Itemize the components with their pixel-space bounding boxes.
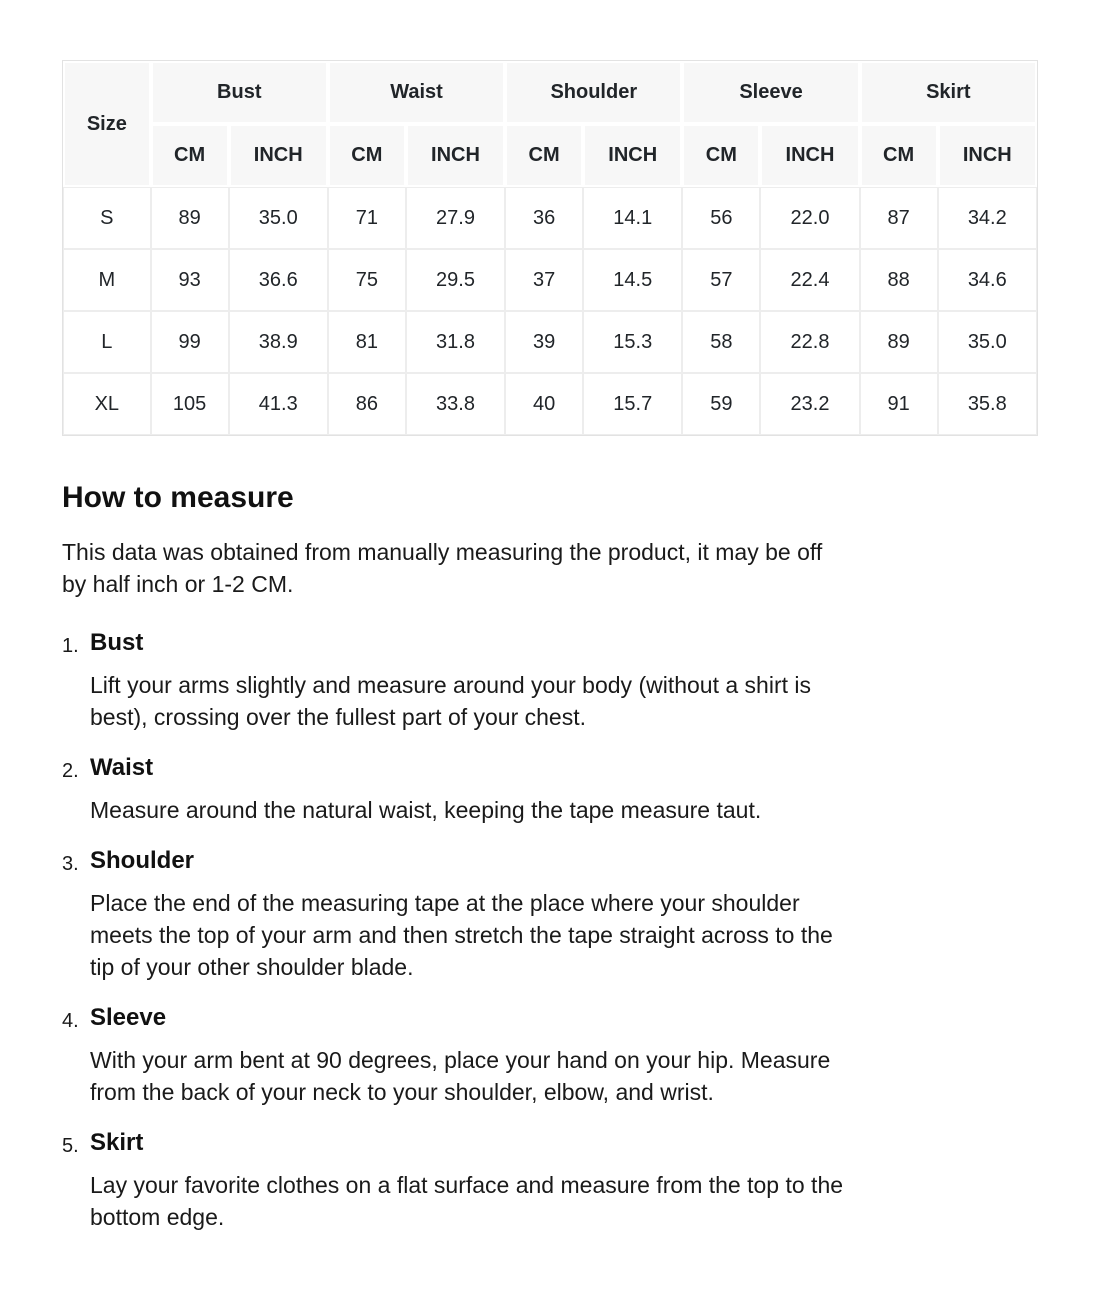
step-number: 5. — [62, 1135, 79, 1157]
step-body — [90, 1005, 1038, 1108]
size-row-l — [63, 311, 1037, 373]
value-cell: 22.4 — [760, 249, 859, 311]
header-cell-shoulder-cm: CM — [505, 124, 583, 187]
header-cell-size: Size — [63, 61, 151, 187]
step-description: Lift your arms slightly and measure around your body (without a shirt is best), crossing over the fullest part of your chest. — [90, 672, 811, 730]
value-cell: 35.8 — [938, 373, 1037, 435]
header-cell-bust-inch: INCH — [229, 124, 328, 187]
value-cell: 34.6 — [938, 249, 1037, 311]
how-to-measure-heading: How to measure — [62, 481, 294, 514]
size-chart-body — [63, 187, 1037, 435]
header-cell-sleeve-inch: INCH — [760, 124, 859, 187]
value-cell: 58 — [682, 311, 760, 373]
step-term: Skirt — [90, 1129, 144, 1156]
header-cell-skirt-cm: CM — [860, 124, 938, 187]
step-body — [90, 1130, 1038, 1233]
value-cell: 38.9 — [229, 311, 328, 373]
step-body — [90, 848, 1038, 983]
value-cell: 81 — [328, 311, 406, 373]
value-cell: 15.7 — [583, 373, 682, 435]
value-cell: 14.5 — [583, 249, 682, 311]
header-cell-bust: Bust — [151, 61, 328, 124]
step-description: With your arm bent at 90 degrees, place your hand on your hip. Measure from the back of your neck to your shoulder, elbow, and wrist. — [90, 1047, 831, 1105]
value-cell: 36 — [505, 187, 583, 249]
value-cell: 57 — [682, 249, 760, 311]
value-cell: 89 — [860, 311, 938, 373]
value-cell: 39 — [505, 311, 583, 373]
size-row-xl — [63, 373, 1037, 435]
header-row-units — [63, 124, 1037, 187]
value-cell: 34.2 — [938, 187, 1037, 249]
header-cell-skirt: Skirt — [860, 61, 1037, 124]
size-chart-head — [63, 61, 1037, 187]
header-cell-shoulder-inch: INCH — [583, 124, 682, 187]
value-cell: 87 — [860, 187, 938, 249]
value-cell: 15.3 — [583, 311, 682, 373]
header-cell-sleeve: Sleeve — [682, 61, 859, 124]
step-description: Measure around the natural waist, keeping the tape measure taut. — [90, 797, 762, 823]
value-cell: 37 — [505, 249, 583, 311]
header-cell-waist-inch: INCH — [406, 124, 505, 187]
measure-steps-list — [62, 630, 1038, 1233]
size-row-s — [63, 187, 1037, 249]
value-cell: 41.3 — [229, 373, 328, 435]
step-body — [90, 755, 1038, 826]
value-cell: 22.0 — [760, 187, 859, 249]
size-row-m — [63, 249, 1037, 311]
value-cell: 105 — [151, 373, 229, 435]
step-description: Place the end of the measuring tape at the place where your shoulder meets the top of your arm and then stretch the tape straight across to the tip of your other shoulder blade. — [90, 890, 833, 980]
measure-step — [62, 848, 1038, 983]
measure-step — [62, 1005, 1038, 1108]
size-cell: XL — [63, 373, 151, 435]
step-number: 4. — [62, 1010, 79, 1032]
header-cell-shoulder: Shoulder — [505, 61, 682, 124]
header-cell-waist-cm: CM — [328, 124, 406, 187]
value-cell: 31.8 — [406, 311, 505, 373]
value-cell: 59 — [682, 373, 760, 435]
value-cell: 35.0 — [229, 187, 328, 249]
value-cell: 27.9 — [406, 187, 505, 249]
value-cell: 40 — [505, 373, 583, 435]
header-cell-waist: Waist — [328, 61, 505, 124]
value-cell: 29.5 — [406, 249, 505, 311]
measure-intro-text: This data was obtained from manually measuring the product, it may be off by half inch or 1-2 CM. — [62, 539, 823, 597]
size-cell: L — [63, 311, 151, 373]
value-cell: 88 — [860, 249, 938, 311]
step-number: 1. — [62, 635, 79, 657]
size-chart-table — [63, 61, 1037, 435]
value-cell: 56 — [682, 187, 760, 249]
step-term: Shoulder — [90, 847, 195, 874]
header-cell-sleeve-cm: CM — [682, 124, 760, 187]
value-cell: 93 — [151, 249, 229, 311]
value-cell: 33.8 — [406, 373, 505, 435]
step-term: Waist — [90, 754, 154, 781]
value-cell: 99 — [151, 311, 229, 373]
size-cell: S — [63, 187, 151, 249]
step-number: 3. — [62, 853, 79, 875]
value-cell: 86 — [328, 373, 406, 435]
value-cell: 71 — [328, 187, 406, 249]
value-cell: 22.8 — [760, 311, 859, 373]
measure-step — [62, 630, 1038, 733]
value-cell: 23.2 — [760, 373, 859, 435]
value-cell: 89 — [151, 187, 229, 249]
measure-step — [62, 1130, 1038, 1233]
value-cell: 91 — [860, 373, 938, 435]
measure-step — [62, 755, 1038, 826]
header-cell-skirt-inch: INCH — [938, 124, 1037, 187]
step-body — [90, 630, 1038, 733]
value-cell: 14.1 — [583, 187, 682, 249]
step-term: Sleeve — [90, 1004, 167, 1031]
value-cell: 35.0 — [938, 311, 1037, 373]
step-description: Lay your favorite clothes on a flat surface and measure from the top to the bottom edge. — [90, 1172, 844, 1230]
size-chart-table-wrap — [62, 60, 1038, 436]
header-row-measures — [63, 61, 1037, 124]
step-number: 2. — [62, 760, 79, 782]
value-cell: 36.6 — [229, 249, 328, 311]
value-cell: 75 — [328, 249, 406, 311]
size-cell: M — [63, 249, 151, 311]
step-term: Bust — [90, 629, 144, 656]
header-cell-bust-cm: CM — [151, 124, 229, 187]
